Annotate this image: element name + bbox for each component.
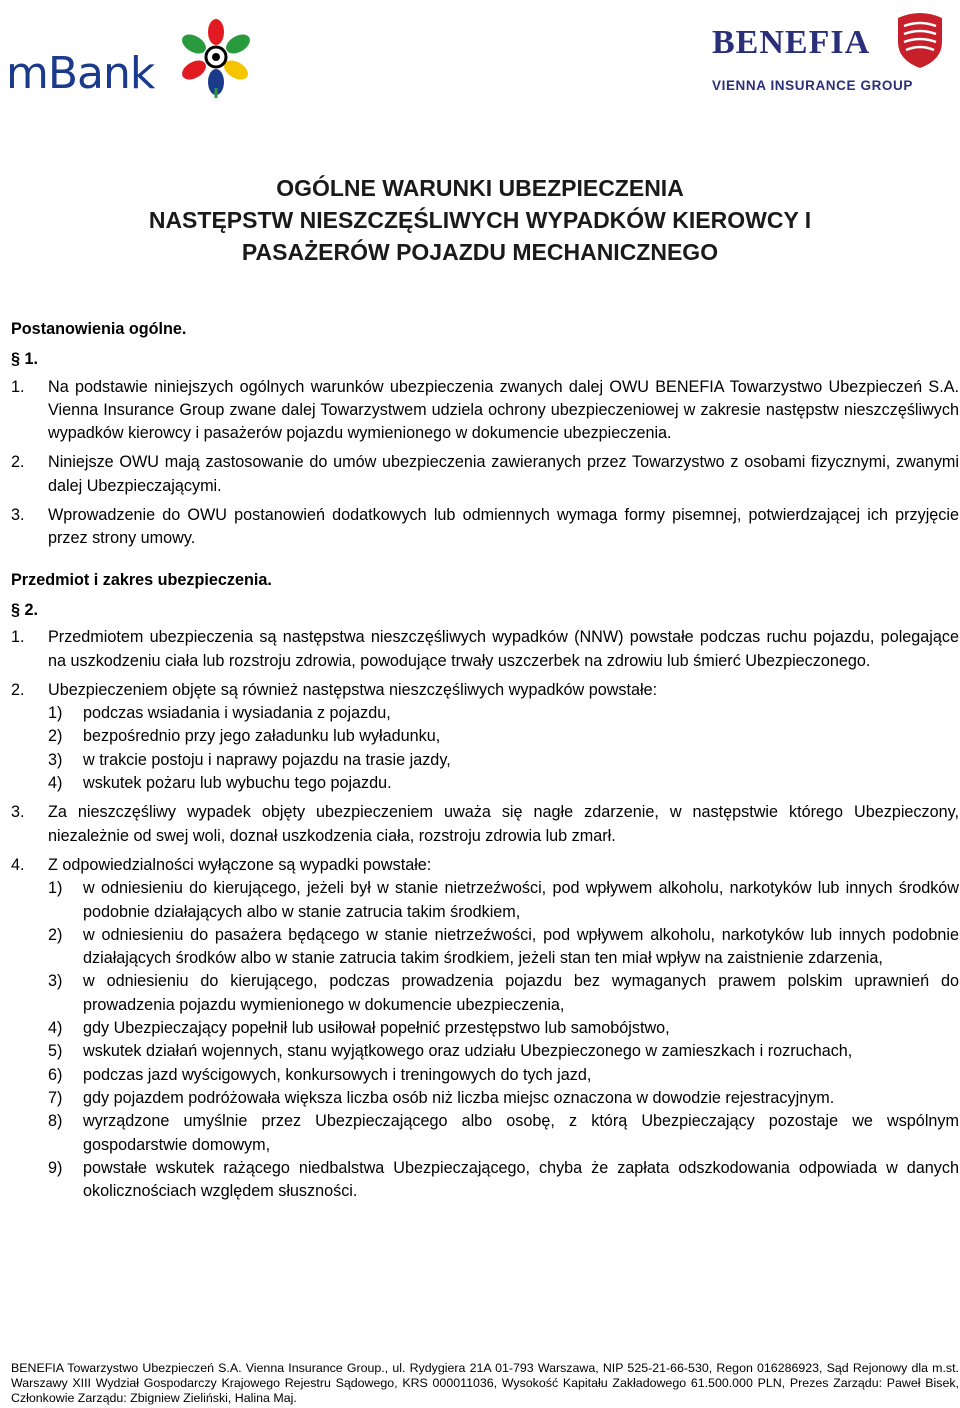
sub-item-number: 9) [48, 1158, 63, 1177]
item-number: 3. [11, 803, 25, 822]
paragraph-marker-1: § 1. [11, 350, 39, 369]
title-line-2: NASTĘPSTW NIESZCZĘŚLIWYCH WYPADKÓW KIEROWCY I [148, 207, 812, 233]
benefia-logo-text: BENEFIA [712, 24, 871, 61]
sub-item-text: powstałe wskutek rażącego niedbalstwa Ubezpieczającego, chyba że zapłata odszkodowania odpowiada w danych okolicznościach względem słuszności. [83, 1158, 959, 1201]
item-text: Przedmiotem ubezpieczenia są następstwa nieszczęśliwych wypadków (NNW) powstałe podczas ruchu pojazdu, polegające na uszkodzeniu ciała lub rozstroju zdrowia, powodujące trwały uszczerbek na zdrowiu lub śmierć Ubezpieczonego. [48, 628, 959, 670]
mbank-logo-text: mBank [6, 48, 155, 99]
sub-item-number: 8) [48, 1112, 63, 1131]
item-text: Z odpowiedzialności wyłączone są wypadki powstałe: [48, 855, 432, 874]
sub-list-item [11, 877, 959, 924]
sub-item-number: 2) [48, 925, 63, 944]
sub-list-item [11, 1157, 959, 1204]
sub-item-text: gdy Ubezpieczający popełnił lub usiłował popełnić przestępstwo lub samobójstwo, [83, 1019, 670, 1038]
item-number: 2. [11, 680, 25, 699]
sub-list-item [11, 702, 959, 725]
title-line-1: OGÓLNE WARUNKI UBEZPIECZENIA [276, 175, 684, 201]
item-number: 4. [11, 855, 25, 874]
sub-item-text: bezpośrednio przy jego załadunku lub wyładunku, [83, 727, 441, 746]
page-header [0, 0, 960, 130]
list-item [11, 854, 959, 877]
flower-icon [176, 18, 256, 98]
mbank-logo [6, 18, 256, 98]
sub-list-item [11, 772, 959, 795]
item-text: Za nieszczęśliwy wypadek objęty ubezpieczeniem uważa się nagłe zdarzenie, w następstwie którego Ubezpieczony, niezależnie od swej woli, doznał uszkodzenia ciała, rozstroju zdrowia lub zmarł. [48, 803, 959, 845]
sub-item-number: 6) [48, 1065, 63, 1084]
benefia-logo [710, 12, 950, 102]
list-item [11, 679, 959, 702]
item-number: 1. [11, 377, 25, 396]
document-body [11, 318, 959, 1203]
sub-item-text: w trakcie postoju i naprawy pojazdu na trasie jazdy, [83, 750, 451, 769]
sub-item-number: 4) [48, 774, 63, 793]
sub-item-text: wyrządzone umyślnie przez Ubezpieczającego albo osobę, z którą Ubezpieczający pozostaje we wspólnym gospodarstwie domowym, [83, 1112, 959, 1154]
sub-item-number: 1) [48, 704, 63, 723]
sub-item-number: 3) [48, 750, 63, 769]
sub-item-number: 5) [48, 1042, 63, 1061]
benefia-logo-subtitle: VIENNA INSURANCE GROUP [712, 78, 913, 93]
document-title [0, 172, 960, 268]
sub-item-number: 1) [48, 879, 63, 898]
sub-list-item [11, 1017, 959, 1040]
sub-item-text: wskutek działań wojennych, stanu wyjątkowego oraz udziału Ubezpieczonego w zamieszkach i rozruchach, [83, 1042, 853, 1061]
sub-list-item [11, 924, 959, 971]
section-heading-scope: Przedmiot i zakres ubezpieczenia. [11, 570, 272, 589]
sub-item-text: podczas jazd wyścigowych, konkursowych i treningowych do tych jazd, [83, 1065, 592, 1084]
item-text: Na podstawie niniejszych ogólnych warunków ubezpieczenia zwanych dalej OWU BENEFIA Towarzystwo Ubezpieczeń S.A. Vienna Insurance Group zwane dalej Towarzystwem udziela ochrony ubezpieczeniowej w zakresie następstw nieszczęśliwych wypadków kierowcy i pasażerów pojazdu wymienionego w dokumencie ubezpieczenia. [48, 377, 959, 443]
list-item [11, 504, 959, 551]
list-item [11, 451, 959, 498]
item-text: Wprowadzenie do OWU postanowień dodatkowych lub odmiennych wymaga formy pisemnej, potwierdzającej ich przyjęcie przez strony umowy. [48, 506, 959, 548]
sub-item-number: 3) [48, 972, 63, 991]
item-text: Ubezpieczeniem objęte są również następstwa nieszczęśliwych wypadków powstałe: [48, 680, 658, 699]
benefia-mark-icon [896, 12, 944, 68]
list-item [11, 801, 959, 848]
sub-list-item [11, 1040, 959, 1063]
list-item [11, 626, 959, 673]
item-number: 1. [11, 628, 25, 647]
sub-list-item [11, 970, 959, 1017]
sub-item-text: w odniesieniu do kierującego, podczas prowadzenia pojazdu bez wymaganych prawem polskim uprawnień do prowadzenia pojazdu wymienionego w dokumencie ubezpieczenia, [83, 972, 959, 1014]
item-text: Niniejsze OWU mają zastosowanie do umów ubezpieczenia zawieranych przez Towarzystwo z osobami fizycznymi, zwanymi dalej Ubezpieczającymi. [48, 453, 959, 495]
sub-item-number: 4) [48, 1019, 63, 1038]
list-item [11, 376, 959, 446]
page-footer: BENEFIA Towarzystwo Ubezpieczeń S.A. Vienna Insurance Group., ul. Rydygiera 21A 01-793 Warszawa, NIP 525-21-66-530, Regon 016286923, Sąd Rejonowy dla m.st. Warszawy XIII Wydział Gospodarczy Krajowego Rejestru Sądowego, KRS 000011036, Wysokość Kapitału Zakładowego 61.500.000 PLN, Prezes Zarządu: Paweł Bisek, Członkowie Zarządu: Zbigniew Zieliński, Halina Maj. [11, 1361, 959, 1405]
title-line-3: PASAŻERÓW POJAZDU MECHANICZNEGO [241, 239, 719, 265]
item-number: 3. [11, 506, 25, 525]
item-number: 2. [11, 453, 25, 472]
sub-list-item [11, 1110, 959, 1157]
sub-item-number: 7) [48, 1088, 63, 1107]
sub-list-item [11, 749, 959, 772]
sub-list-item [11, 1087, 959, 1110]
sub-item-text: wskutek pożaru lub wybuchu tego pojazdu. [83, 774, 392, 793]
sub-item-text: gdy pojazdem podróżowała większa liczba osób niż liczba miejsc oznaczona w dowodzie rejestracyjnym. [83, 1088, 835, 1107]
sub-list-item [11, 725, 959, 748]
sub-list-item [11, 1064, 959, 1087]
section-heading-general: Postanowienia ogólne. [11, 320, 187, 338]
sub-item-text: podczas wsiadania i wysiadania z pojazdu, [83, 704, 391, 723]
sub-item-number: 2) [48, 727, 63, 746]
sub-item-text: w odniesieniu do kierującego, jeżeli był w stanie nietrzeźwości, pod wpływem alkoholu, narkotyków lub innych środków podobnie działających albo w stanie zatrucia takim środkiem, [83, 879, 959, 921]
sub-item-text: w odniesieniu do pasażera będącego w stanie nietrzeźwości, pod wpływem alkoholu, narkotyków lub innych podobnie działających środków albo w stanie zatrucia takim środkiem, jeżeli stan ten miał wpływ na zaistnienie zdarzenia, [83, 925, 959, 968]
paragraph-marker-2: § 2. [11, 600, 39, 619]
